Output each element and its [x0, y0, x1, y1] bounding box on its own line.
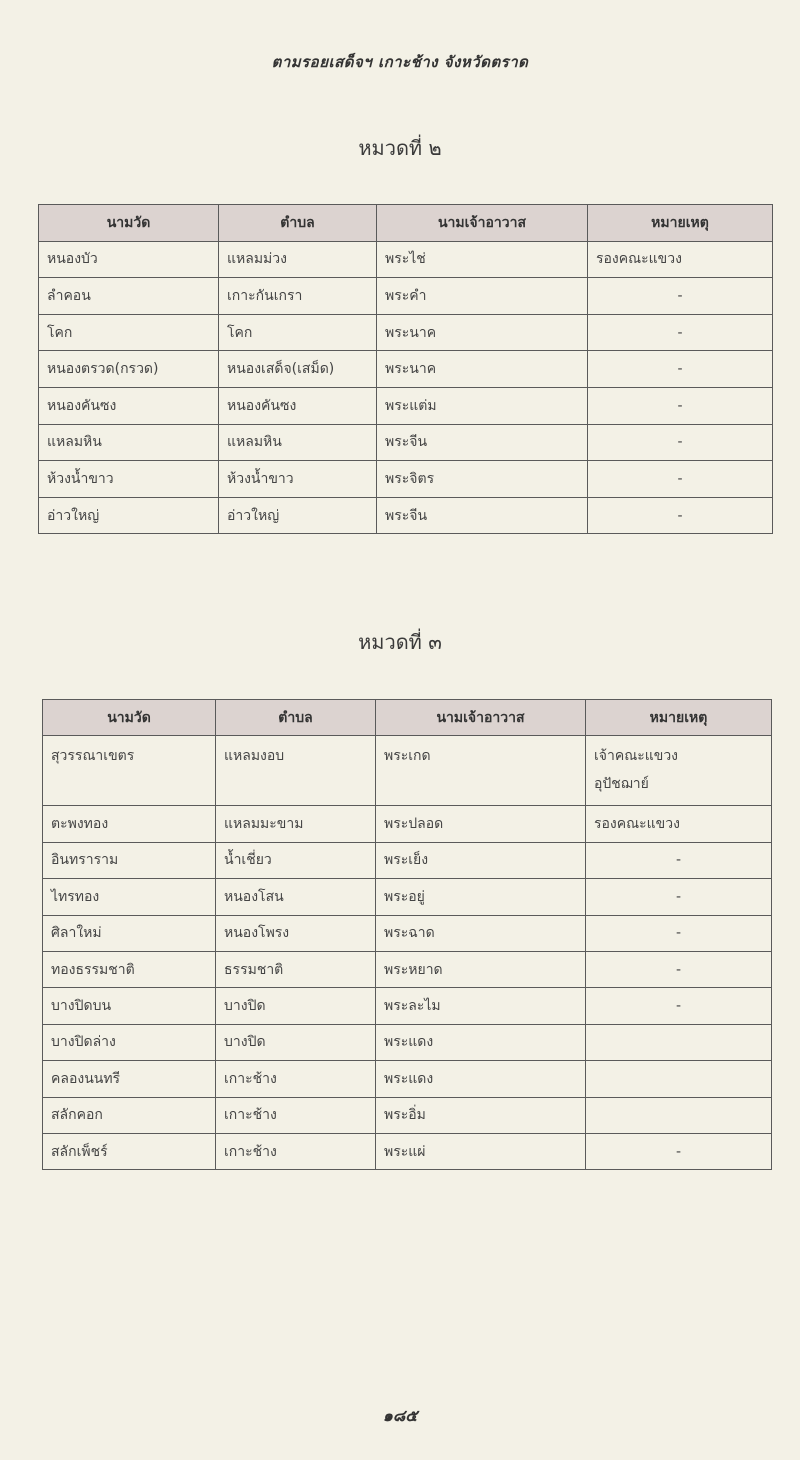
remarks-cell: -	[586, 842, 772, 878]
header-abbot-name: นามเจ้าอาวาส	[377, 205, 588, 242]
abbot-name-cell: พระคำ	[377, 278, 588, 315]
table-row	[43, 842, 772, 878]
subdistrict-cell: เกาะช้าง	[216, 1097, 376, 1133]
remarks-line: อุปัชฌาย์	[594, 776, 649, 793]
temple-name-cell: สลักเพ็ชร์	[43, 1133, 216, 1169]
abbot-name-cell: พระจีน	[377, 497, 588, 534]
table-row	[43, 736, 772, 806]
subdistrict-cell: หนองเสด็จ(เสม็ด)	[219, 351, 377, 388]
subdistrict-cell: แหลมงอบ	[216, 736, 376, 806]
temple-name-cell: หนองบัว	[39, 241, 219, 278]
abbot-name-cell: พระละไม	[376, 988, 586, 1024]
subdistrict-cell: อ่าวใหญ่	[219, 497, 377, 534]
subdistrict-cell: ธรรมชาติ	[216, 951, 376, 987]
table-row	[39, 278, 773, 315]
temple-table-section-3	[42, 699, 772, 1170]
remarks-cell: -	[588, 497, 773, 534]
temple-name-cell: บางปิดล่าง	[43, 1024, 216, 1060]
temple-name-cell: ตะพงทอง	[43, 806, 216, 842]
subdistrict-cell: แหลมมะขาม	[216, 806, 376, 842]
subdistrict-cell: ห้วงน้ำขาว	[219, 461, 377, 498]
header-abbot-name: นามเจ้าอาวาส	[376, 700, 586, 736]
abbot-name-cell: พระไช่	[377, 241, 588, 278]
table-header-row	[39, 205, 773, 242]
subdistrict-cell: เกาะช้าง	[216, 1061, 376, 1097]
temple-name-cell: หนองตรวด(กรวด)	[39, 351, 219, 388]
subdistrict-cell: หนองโสน	[216, 879, 376, 915]
remarks-cell	[586, 1024, 772, 1060]
remarks-cell: รองคณะแขวง	[586, 806, 772, 842]
table-row	[43, 1024, 772, 1060]
temple-name-cell: ลำคอน	[39, 278, 219, 315]
temple-name-cell: ไทรทอง	[43, 879, 216, 915]
table-row	[39, 314, 773, 351]
temple-name-cell: ศิลาใหม่	[43, 915, 216, 951]
remarks-cell: รองคณะแขวง	[588, 241, 773, 278]
temple-name-cell: สลักคอก	[43, 1097, 216, 1133]
remarks-cell: -	[588, 387, 773, 424]
temple-name-cell: คลองนนทรี	[43, 1061, 216, 1097]
remarks-cell: -	[586, 915, 772, 951]
table-row	[39, 351, 773, 388]
table-row	[43, 988, 772, 1024]
remarks-cell: -	[588, 314, 773, 351]
subdistrict-cell: แหลมม่วง	[219, 241, 377, 278]
subdistrict-cell: น้ำเชี่ยว	[216, 842, 376, 878]
subdistrict-cell: เกาะช้าง	[216, 1133, 376, 1169]
abbot-name-cell: พระแต่ม	[377, 387, 588, 424]
page-number: ๑๘๕	[382, 1406, 418, 1425]
subdistrict-cell: แหลมหิน	[219, 424, 377, 461]
table-row	[39, 387, 773, 424]
header-remarks: หมายเหตุ	[586, 700, 772, 736]
abbot-name-cell: พระอยู่	[376, 879, 586, 915]
section-title-3: หมวดที่ ๓	[358, 630, 442, 654]
table-header-row	[43, 700, 772, 736]
temple-name-cell: สุวรรณาเขตร	[43, 736, 216, 806]
abbot-name-cell: พระนาค	[377, 314, 588, 351]
abbot-name-cell: พระเย็ง	[376, 842, 586, 878]
table-row	[43, 1133, 772, 1169]
remarks-cell	[586, 1061, 772, 1097]
subdistrict-cell: หนองคันซง	[219, 387, 377, 424]
remarks-cell: -	[588, 278, 773, 315]
abbot-name-cell: พระแผ่	[376, 1133, 586, 1169]
remarks-cell	[586, 736, 772, 806]
subdistrict-cell: หนองโพรง	[216, 915, 376, 951]
remarks-cell: -	[586, 1133, 772, 1169]
abbot-name-cell: พระนาค	[377, 351, 588, 388]
abbot-name-cell: พระจีน	[377, 424, 588, 461]
abbot-name-cell: พระแดง	[376, 1061, 586, 1097]
temple-name-cell: อ่าวใหญ่	[39, 497, 219, 534]
temple-name-cell: หนองคันซง	[39, 387, 219, 424]
abbot-name-cell: พระจิตร	[377, 461, 588, 498]
table-row	[43, 951, 772, 987]
remarks-cell: -	[586, 951, 772, 987]
abbot-name-cell: พระหยาด	[376, 951, 586, 987]
header-temple-name: นามวัด	[43, 700, 216, 736]
table-row	[43, 806, 772, 842]
remarks-cell: -	[588, 351, 773, 388]
subdistrict-cell: บางปิด	[216, 1024, 376, 1060]
table-row	[43, 879, 772, 915]
table-row	[39, 424, 773, 461]
temple-name-cell: ทองธรรมชาติ	[43, 951, 216, 987]
table-row	[39, 241, 773, 278]
abbot-name-cell: พระแดง	[376, 1024, 586, 1060]
subdistrict-cell: เกาะกันเกรา	[219, 278, 377, 315]
temple-name-cell: ห้วงน้ำขาว	[39, 461, 219, 498]
running-head: ตามรอยเสด็จฯ เกาะช้าง จังหวัดตราด	[271, 53, 529, 71]
table-row	[43, 1061, 772, 1097]
header-subdistrict: ตำบล	[216, 700, 376, 736]
remarks-cell: -	[588, 461, 773, 498]
temple-table-section-2	[38, 204, 773, 534]
section-title-2: หมวดที่ ๒	[358, 136, 442, 160]
subdistrict-cell: บางปิด	[216, 988, 376, 1024]
abbot-name-cell: พระอิ่ม	[376, 1097, 586, 1133]
abbot-name-cell: พระเกด	[376, 736, 586, 806]
temple-name-cell: โคก	[39, 314, 219, 351]
temple-name-cell: บางปิดบน	[43, 988, 216, 1024]
table-row	[39, 497, 773, 534]
header-remarks: หมายเหตุ	[588, 205, 773, 242]
subdistrict-cell: โคก	[219, 314, 377, 351]
abbot-name-cell: พระปลอด	[376, 806, 586, 842]
temple-name-cell: แหลมหิน	[39, 424, 219, 461]
table-row	[43, 915, 772, 951]
remarks-cell: -	[588, 424, 773, 461]
header-temple-name: นามวัด	[39, 205, 219, 242]
remarks-line: เจ้าคณะแขวง	[594, 748, 679, 765]
header-subdistrict: ตำบล	[219, 205, 377, 242]
remarks-cell: -	[586, 879, 772, 915]
table-row	[43, 1097, 772, 1133]
remarks-cell: -	[586, 988, 772, 1024]
table-row	[39, 461, 773, 498]
abbot-name-cell: พระฉาด	[376, 915, 586, 951]
remarks-cell	[586, 1097, 772, 1133]
temple-name-cell: อินทราราม	[43, 842, 216, 878]
